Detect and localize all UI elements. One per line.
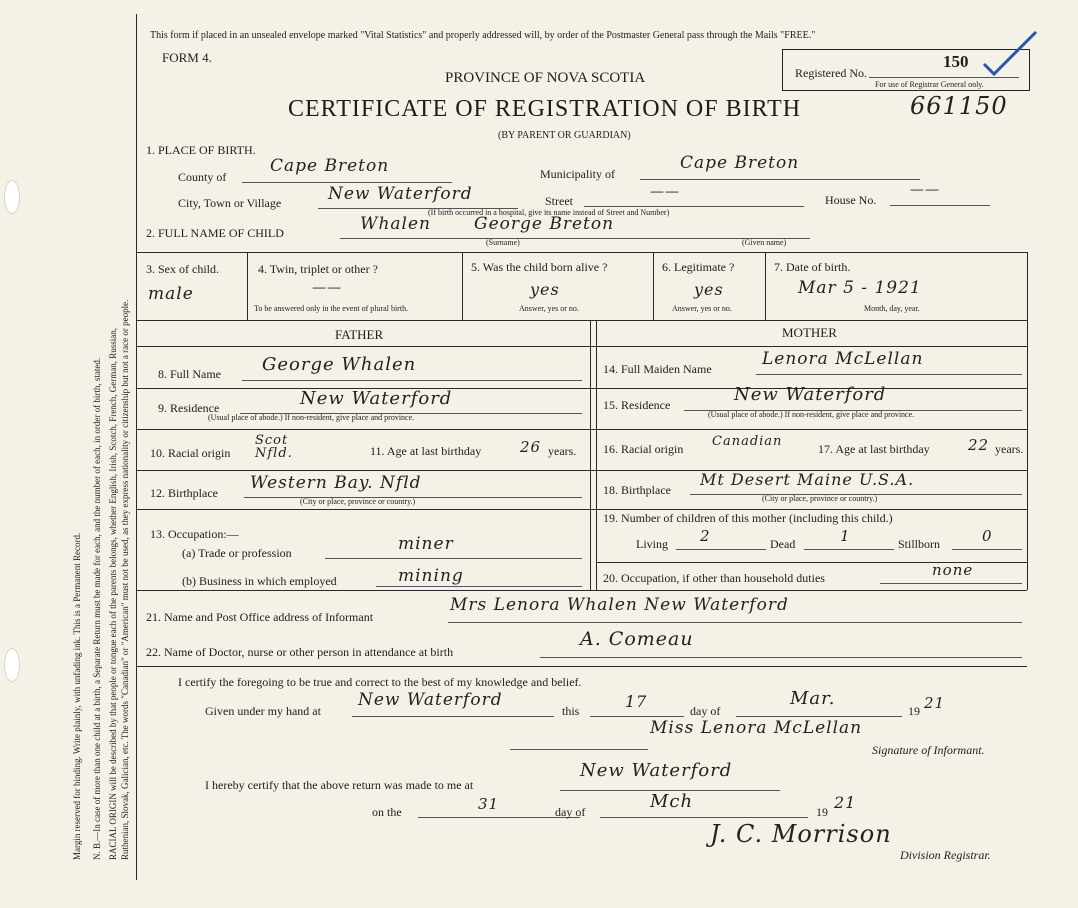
surname-caption: (Surname) <box>486 238 520 247</box>
father-age-unit: years. <box>548 444 577 458</box>
father-birthplace-value: Western Bay. Nfld <box>250 473 422 493</box>
informant-signature: Miss Lenora McLellan <box>650 718 863 738</box>
mother-residence-value: New Waterford <box>734 384 887 405</box>
margin-note: Margin reserved for binding. Write plainly, with unfading ink. This is a Permanent Record. <box>72 532 82 860</box>
children-count-label: 19. Number of children of this mother (including this child.) <box>603 511 893 525</box>
registered-label: Registered No. <box>795 66 867 80</box>
business-value: mining <box>398 566 464 586</box>
mother-age-unit: years. <box>995 442 1024 456</box>
racial-origin-note: Ruthenian, Slovak, Galician, etc. The words "Canadian" or "American" must not be used, as they express nationality or citizenship but not a race or people. <box>120 299 130 860</box>
stillborn-value: 0 <box>982 527 993 545</box>
mother-age-label: 17. Age at last birthday <box>818 442 930 456</box>
father-racial-origin-label: 10. Racial origin <box>150 446 231 460</box>
father-residence-label: 9. Residence <box>158 401 220 415</box>
mother-racial-origin-label: 16. Racial origin <box>603 442 684 456</box>
margin-note: N. B.—In case of more than one child at a birth, a Separate Return must be made for each, and the number of each, in order of birth, stated. <box>92 357 102 860</box>
mother-racial-origin-value: Canadian <box>712 434 783 449</box>
certify-statement: I certify the foregoing to be true and correct to the best of my knowledge and belief. <box>178 675 582 689</box>
father-birthplace-label: 12. Birthplace <box>150 486 218 500</box>
living-value: 2 <box>700 527 711 545</box>
on-the-label: on the <box>372 805 402 819</box>
mother-birthplace-label: 18. Birthplace <box>603 483 671 497</box>
trade-value: miner <box>398 534 454 554</box>
registrar-day-of-label: day of <box>555 805 586 819</box>
racial-origin-note: RACIAL ORIGIN will be described by that people or tongue each of the parents belongs, whether English, Irish, Scotch, French, German, Russian, <box>108 327 118 860</box>
father-age-label: 11. Age at last birthday <box>370 444 482 458</box>
given-name-caption: (Given name) <box>742 238 787 247</box>
city-label: City, Town or Village <box>178 196 282 210</box>
doctor-value: A. Comeau <box>580 628 694 650</box>
registrar-place-value: New Waterford <box>580 760 733 781</box>
informant-signature-caption: Signature of Informant. <box>872 743 985 757</box>
mother-name-label: 14. Full Maiden Name <box>603 362 712 376</box>
father-residence-note: (Usual place of abode.) If non-resident, give place and province. <box>208 413 415 422</box>
sex-label: 3. Sex of child. <box>146 262 219 276</box>
child-surname: Whalen <box>360 214 432 234</box>
father-age-value: 26 <box>520 438 542 456</box>
document-title: CERTIFICATE OF REGISTRATION OF BIRTH <box>288 96 802 122</box>
registrar-day-value: 31 <box>478 795 500 813</box>
county-value: Cape Breton <box>270 156 390 176</box>
twin-note: To be answered only in the event of plural birth. <box>254 304 409 313</box>
city-value: New Waterford <box>328 184 473 204</box>
trade-label: (a) Trade or profession <box>182 546 292 560</box>
birth-date-label: 7. Date of birth. <box>774 260 851 274</box>
twin-label: 4. Twin, triplet or other ? <box>258 262 378 276</box>
mother-occupation-value: none <box>932 561 974 579</box>
county-label: County of <box>178 170 227 184</box>
registrar-year-prefix: 19 <box>816 805 828 819</box>
postal-note: This form if placed in an unsealed envelope marked "Vital Statistics" and properly addressed will, by order of the Postmaster General pass through the Mails "FREE." <box>150 30 816 41</box>
informant-year-value: 21 <box>924 694 946 712</box>
born-alive-value: yes <box>530 280 560 299</box>
born-alive-note: Answer, yes or no. <box>519 304 579 313</box>
hospital-note: (If birth occurred in a hospital, give its name instead of Street and Number) <box>428 208 670 217</box>
dead-label: Dead <box>770 537 796 551</box>
twin-value: —— <box>312 280 342 296</box>
province-heading: PROVINCE OF NOVA SCOTIA <box>445 70 646 86</box>
informant-month-value: Mar. <box>790 688 836 709</box>
legitimate-note: Answer, yes or no. <box>672 304 732 313</box>
document-subtitle: (BY PARENT OR GUARDIAN) <box>498 130 631 141</box>
birth-date-value: Mar 5 - 1921 <box>798 278 922 298</box>
municipality-label: Municipality of <box>540 167 615 181</box>
registrar-signature: J. C. Morrison <box>710 820 892 848</box>
stillborn-label: Stillborn <box>898 537 941 551</box>
father-heading: FATHER <box>335 327 384 342</box>
mother-residence-label: 15. Residence <box>603 398 671 412</box>
check-mark-icon <box>980 28 1040 78</box>
given-place-value: New Waterford <box>358 690 503 710</box>
child-name-label: 2. FULL NAME OF CHILD <box>146 226 284 240</box>
doctor-label: 22. Name of Doctor, nurse or other person in attendance at birth <box>146 645 454 659</box>
registrar-year-value: 21 <box>834 793 857 812</box>
father-racial-origin-value: Scot Nfld. <box>255 433 293 461</box>
place-of-birth-label: 1. PLACE OF BIRTH. <box>146 143 256 157</box>
year-prefix: 19 <box>908 704 920 718</box>
registrar-statement: I hereby certify that the above return was made to me at <box>205 778 474 792</box>
house-number-label: House No. <box>825 193 877 207</box>
registered-number: 150 <box>943 52 969 71</box>
legitimate-value: yes <box>694 280 724 299</box>
mother-birthplace-value: Mt Desert Maine U.S.A. <box>700 470 915 489</box>
certificate-number: 661150 <box>910 92 1008 120</box>
father-name-value: George Whalen <box>262 354 417 375</box>
father-occupation-label: 13. Occupation:— <box>150 527 239 541</box>
mother-heading: MOTHER <box>782 325 837 340</box>
mother-name-value: Lenora McLellan <box>762 349 924 369</box>
father-name-label: 8. Full Name <box>158 367 221 381</box>
birth-date-note: Month, day, year. <box>864 304 920 313</box>
mother-residence-note: (Usual place of abode.) If non-resident, give place and province. <box>708 410 915 419</box>
street-label: Street <box>545 194 573 208</box>
child-given-name: George Breton <box>474 214 615 234</box>
registered-note: For use of Registrar General only. <box>875 80 984 89</box>
binding-hole <box>4 180 20 214</box>
informant-day-value: 17 <box>625 692 648 711</box>
this-label: this <box>562 704 580 718</box>
municipality-value: Cape Breton <box>680 153 800 173</box>
frame-left-rule <box>136 14 137 880</box>
registrar-month-value: Mch <box>650 791 694 812</box>
house-number-value: —— <box>910 182 940 198</box>
business-label: (b) Business in which employed <box>182 574 337 588</box>
mother-age-value: 22 <box>968 436 990 454</box>
sex-value: male <box>148 284 194 304</box>
born-alive-label: 5. Was the child born alive ? <box>471 260 608 274</box>
mother-birthplace-note: (City or place, province or country.) <box>762 494 878 503</box>
legitimate-label: 6. Legitimate ? <box>662 260 735 274</box>
street-value: —— <box>650 184 680 200</box>
binding-hole <box>4 648 20 682</box>
dead-value: 1 <box>840 527 851 545</box>
informant-label: 21. Name and Post Office address of Informant <box>146 610 374 624</box>
informant-value: Mrs Lenora Whalen New Waterford <box>450 595 789 615</box>
father-residence-value: New Waterford <box>300 388 453 409</box>
mother-occupation-label: 20. Occupation, if other than household duties <box>603 571 825 585</box>
registrar-signature-caption: Division Registrar. <box>900 848 991 862</box>
given-under-label: Given under my hand at <box>205 704 321 718</box>
form-number: FORM 4. <box>162 50 212 65</box>
living-label: Living <box>636 537 668 551</box>
day-of-label: day of <box>690 704 721 718</box>
father-birthplace-note: (City or place, province or country.) <box>300 497 416 506</box>
